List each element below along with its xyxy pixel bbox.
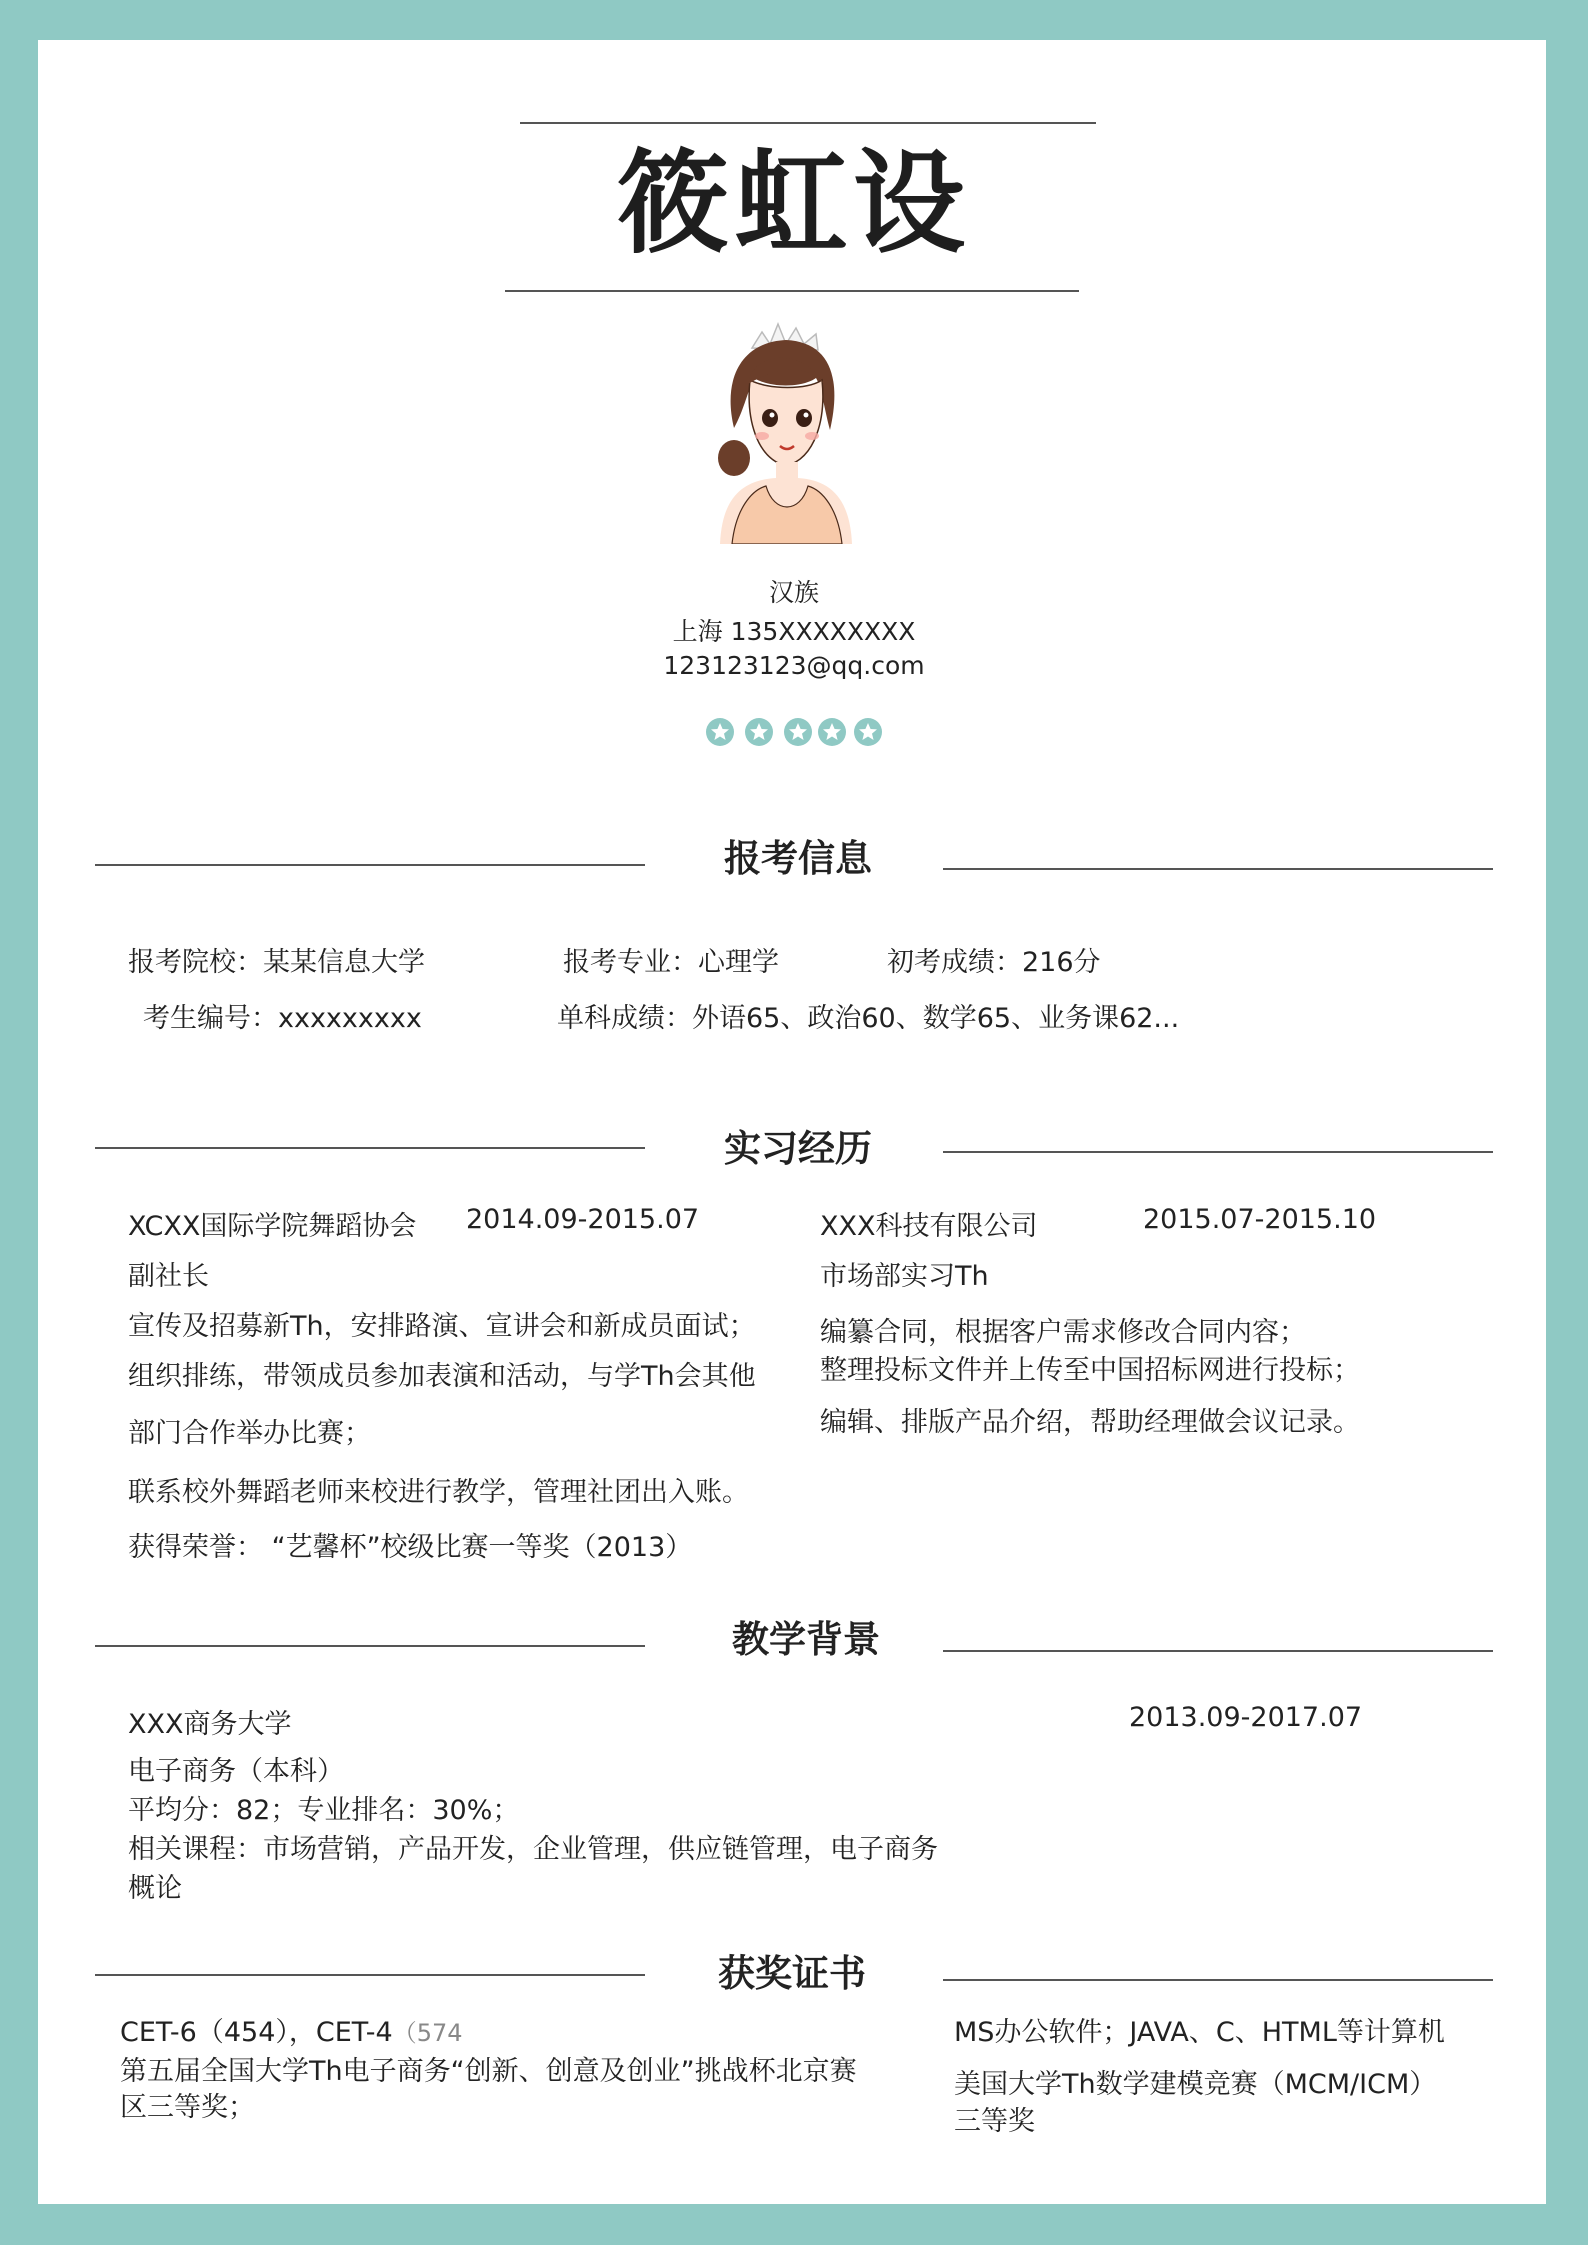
exam-major: 报考专业：心理学 — [563, 947, 779, 978]
star-icon — [818, 718, 846, 746]
awards-mcm: 美国大学Th数学建模竞赛（MCM/ICM） — [954, 2069, 1437, 2100]
internship-left-period: 2014.09-2015.07 — [466, 1204, 700, 1235]
internship-right-org: XXX科技有限公司 — [820, 1211, 1038, 1242]
cartoon-girl-avatar-icon — [712, 318, 858, 544]
location-phone: 上海 135XXXXXXXX — [672, 617, 916, 646]
internship-left-role: 副社长 — [128, 1261, 209, 1292]
title-bottom-rule — [505, 290, 1079, 292]
awards-contest: 第五届全国大学Th电子商务“创新、创意及创业”挑战杯北京赛 — [120, 2056, 857, 2087]
section-title-education: 教学背景 — [732, 1618, 880, 1661]
education-rule-right — [943, 1650, 1493, 1652]
exam-rule-left — [95, 864, 645, 866]
internship-rule-left — [95, 1147, 645, 1149]
internship-left-line: 部门合作举办比赛； — [128, 1418, 371, 1449]
awards-mcm-cont: 三等奖 — [954, 2106, 1035, 2137]
star-icon — [706, 718, 734, 746]
awards-contest-cont: 区三等奖； — [120, 2092, 255, 2123]
awards-cet-text: CET-6（454），CET-4 — [120, 2017, 393, 2048]
internship-right-line: 编辑、排版产品介绍，帮助经理做会议记录。 — [820, 1407, 1360, 1438]
candidate-name: 筱虹设 — [617, 139, 971, 269]
internship-right-role: 市场部实习Th — [820, 1261, 989, 1292]
education-school: XXX商务大学 — [128, 1709, 292, 1740]
internship-right-period: 2015.07-2015.10 — [1143, 1204, 1377, 1235]
exam-school: 报考院校：某某信息大学 — [128, 947, 425, 978]
star-icon — [784, 718, 812, 746]
awards-rule-left — [95, 1974, 645, 1976]
section-title-exam: 报考信息 — [724, 837, 872, 880]
internship-left-honor: 获得荣誉： “艺馨杯”校级比赛一等奖（2013） — [128, 1532, 693, 1563]
star-icon — [745, 718, 773, 746]
education-degree: 电子商务（本科） — [128, 1756, 344, 1787]
awards-cet — [120, 2010, 463, 2049]
internship-rule-right — [943, 1151, 1493, 1153]
education-rule-left — [95, 1645, 645, 1647]
ethnicity: 汉族 — [768, 578, 819, 607]
internship-left-org: XCXX国际学院舞蹈协会 — [128, 1211, 417, 1242]
star-icon — [854, 718, 882, 746]
education-courses: 相关课程：市场营销，产品开发，企业管理，供应链管理，电子商务 — [128, 1834, 938, 1865]
education-period: 2013.09-2017.07 — [1129, 1702, 1363, 1733]
section-title-internship: 实习经历 — [724, 1127, 872, 1170]
awards-rule-right — [943, 1979, 1493, 1981]
exam-score: 初考成绩：216分 — [887, 947, 1101, 978]
internship-left-line: 组织排练，带领成员参加表演和活动，与学Th会其他 — [128, 1361, 756, 1392]
education-gpa: 平均分：82；专业排名：30%； — [128, 1795, 520, 1826]
section-title-awards: 获奖证书 — [718, 1952, 866, 1995]
email: 123123123@qq.com — [663, 651, 925, 680]
internship-left-line: 联系校外舞蹈老师来校进行教学，管理社团出入账。 — [128, 1477, 749, 1508]
internship-right-line: 整理投标文件并上传至中国招标网进行投标； — [820, 1355, 1360, 1386]
exam-rule-right — [943, 868, 1493, 870]
awards-cet-tail: （574 — [392, 2019, 463, 2047]
title-top-rule — [520, 122, 1096, 124]
exam-id: 考生编号：xxxxxxxxx — [143, 1003, 422, 1034]
exam-subjects: 单科成绩：外语65、政治60、数学65、业务课62... — [557, 1003, 1180, 1034]
avatar — [712, 318, 858, 544]
awards-skills: MS办公软件；JAVA、C、HTML等计算机 — [954, 2017, 1445, 2048]
education-courses-cont: 概论 — [128, 1873, 182, 1904]
internship-right-line: 编纂合同，根据客户需求修改合同内容； — [820, 1317, 1306, 1348]
internship-left-line: 宣传及招募新Th，安排路演、宣讲会和新成员面试； — [128, 1311, 756, 1342]
